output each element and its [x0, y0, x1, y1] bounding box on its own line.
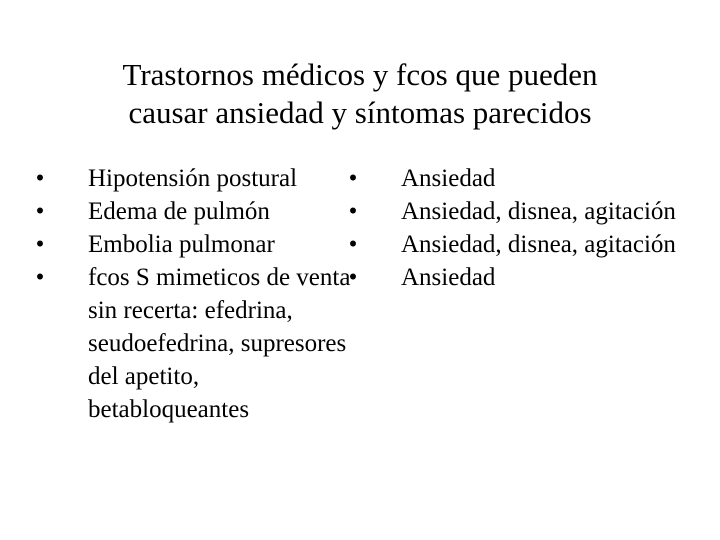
- list-item: [30, 195, 360, 228]
- list-item: [343, 162, 718, 195]
- symptom-text: Ansiedad, disnea, agitación: [401, 231, 676, 258]
- bullet-icon: •: [348, 264, 358, 291]
- slide-title: [40, 56, 680, 132]
- list-item: [343, 261, 718, 294]
- list-item: [343, 228, 718, 261]
- symptom-text: Ansiedad: [401, 165, 496, 192]
- list-item: [30, 162, 360, 195]
- bullet-icon: •: [35, 165, 45, 192]
- disorder-text: fcos S mimeticos de venta sin recerta: efedrina, seudoefedrina, supresores del apetito, betabloqueantes: [88, 264, 351, 423]
- disorder-text: Embolia pulmonar: [88, 231, 275, 258]
- title-line-1: Trastornos médicos y fcos que pueden: [122, 57, 598, 92]
- disorder-text: Edema de pulmón: [88, 198, 270, 225]
- bullet-icon: •: [35, 264, 45, 291]
- bullet-icon: •: [35, 231, 45, 258]
- symptoms-list: [343, 162, 718, 294]
- bullet-icon: •: [348, 198, 358, 225]
- list-item: [30, 261, 360, 426]
- list-item: [343, 195, 718, 228]
- disorder-text: Hipotensión postural: [88, 165, 298, 192]
- bullet-icon: •: [348, 165, 358, 192]
- symptom-text: Ansiedad, disnea, agitación: [401, 198, 676, 225]
- list-item: [30, 228, 360, 261]
- title-line-2: causar ansiedad y síntomas parecidos: [128, 95, 592, 130]
- bullet-icon: •: [35, 198, 45, 225]
- symptom-text: Ansiedad: [401, 264, 496, 291]
- disorders-list: [30, 162, 360, 426]
- bullet-icon: •: [348, 231, 358, 258]
